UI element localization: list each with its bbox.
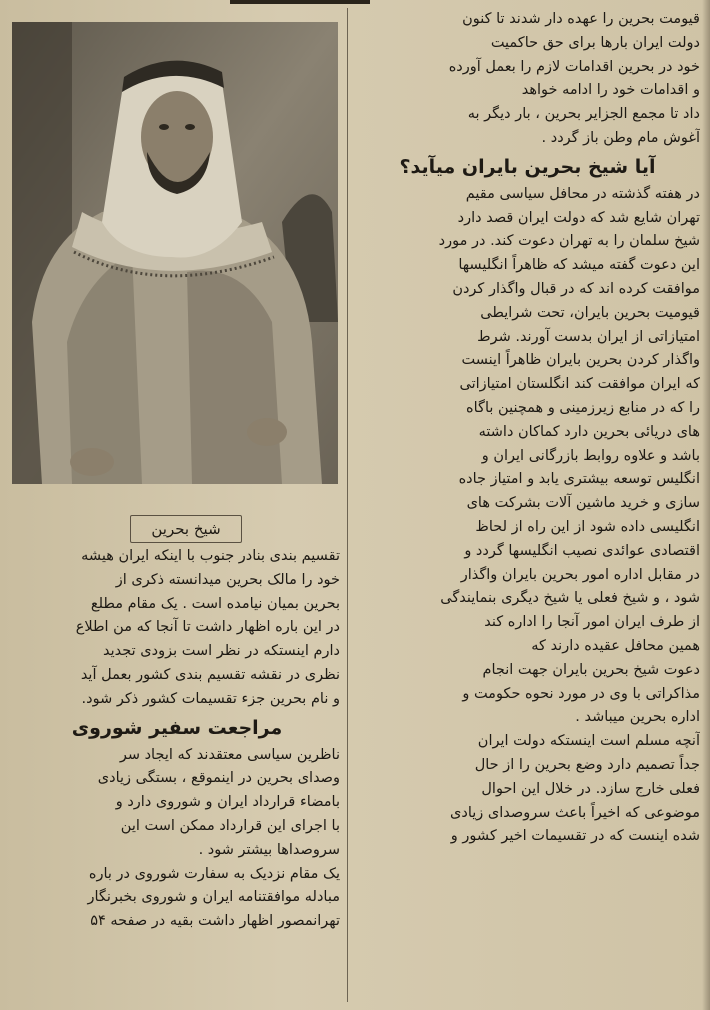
text-line: این دعوت گفته میشد که ظاهراً انگلیسها	[458, 257, 700, 274]
text-line: امتیازاتی از ایران بدست آورند. شرط	[477, 328, 700, 345]
headline-sheikh-visit: آیا شیخ بحرین بایران میآید؟	[399, 155, 656, 178]
text-line: خود در بحرین اقدامات لازم را بعمل آورده	[448, 58, 700, 75]
text-line: دعوت شیخ بحرین بایران جهت انجام	[482, 661, 700, 678]
text-line: سروصداها بیشتر شود .	[198, 841, 340, 858]
text-line: جداً تصمیم دارد وضع بحرین را از حال	[474, 756, 700, 773]
text-line: انگلیس توسعه بیشتری یابد و امتیاز جاده	[458, 471, 700, 488]
text-line: شده اینست که در تقسیمات اخیر کشور و	[450, 828, 700, 845]
text-line: بامضاء قرارداد ایران و شوروی دارد و	[115, 794, 340, 811]
text-line: وصدای بحرین در اینموقع ، بستگی زیادی	[97, 770, 340, 787]
headline-soviet-ambassador: مراجعت سفیر شوروی	[71, 716, 283, 739]
text-line: تهرانمصور اظهار داشت بقیه در صفحه ۵۴	[90, 913, 340, 930]
text-line: تقسیم بندی بنادر جنوب با اینکه ایران هیشه	[81, 548, 340, 564]
text-line: مذاکراتی با وی در مورد نحوه حکومت و	[462, 685, 700, 702]
text-line: اداره بحرین میباشد .	[575, 709, 700, 726]
photo-caption: شیخ بحرین	[130, 515, 242, 543]
text-line: و نام بحرین جزء تقسیمات کشور ذکر شود.	[81, 690, 340, 707]
text-line: دارم اینستکه در نظر است بزودی تجدید	[103, 643, 340, 660]
text-line: اقتصادی عوائدی نصیب انگلیسها گردد و	[464, 542, 700, 559]
page-edge-shadow	[702, 0, 710, 1010]
sheikh-photo	[12, 22, 338, 484]
sheikh-portrait-illustration	[12, 22, 338, 484]
text-line: قیومیت بحرین بایران، تحت شرایطی	[480, 304, 700, 321]
text-line: در این باره اظهار داشت تا آنجا که من اطلاع	[75, 619, 340, 636]
text-line: و اقدامات خود را ادامه خواهد	[521, 82, 700, 99]
text-line: در هفته گذشته در محافل سیاسی مقیم	[465, 185, 700, 202]
text-line: مبادله موافقتنامه ایران و شوروی بخبرنگار	[87, 889, 340, 906]
text-line: موافقت کرده اند که در قبال واگذار کردن	[452, 280, 700, 297]
text-line: واگذار کردن بحرین بایران ظاهراً اینست	[461, 352, 700, 369]
text-line: موضوعی که اخیراً باعث سروصدای زیادی	[450, 804, 700, 821]
text-line: که ایران موافقت کند انگلستان امتیازاتی	[459, 376, 700, 393]
text-line: دولت ایران بارها برای حق حاکمیت	[490, 34, 700, 51]
text-line: در مقابل اداره امور بحرین بایران واگذار	[460, 566, 700, 583]
right-column	[355, 8, 700, 849]
text-line: تهران شایع شد که دولت ایران قصد دارد	[457, 209, 700, 226]
text-line: آنچه مسلم است اینستکه دولت ایران	[477, 733, 700, 750]
text-line: از طرف ایران امور آنجا را اداره کند	[484, 614, 700, 631]
text-line: شود ، و شیخ فعلی یا شیخ دیگری بنمایندگی	[440, 590, 700, 607]
text-line: باشد و علاوه روابط بازرگانی ایران و	[481, 447, 700, 464]
text-line: فعلی خارج سازد. در خلال این احوال	[481, 780, 700, 797]
text-line: خود را مالک بحرین میدانسته ذکری از	[115, 571, 340, 588]
text-line: انگلیسی داده شود از این راه از لحاظ	[475, 518, 700, 535]
text-line: آغوش مام وطن باز گردد .	[541, 129, 700, 146]
text-line: نظری در نقشه تقسیم بندی کشور بعمل آید	[80, 666, 340, 683]
text-line: ناظرین سیاسی معتقدند که ایجاد سر	[119, 746, 340, 763]
text-line: بحرین بمیان نیامده است . یک مقام مطلع	[90, 595, 340, 612]
column-divider	[347, 8, 348, 1002]
left-column	[14, 545, 340, 934]
text-line: شیخ سلمان را به تهران دعوت کند. در مورد	[438, 233, 700, 250]
top-rule	[230, 0, 370, 4]
text-line: داد تا مجمع الجزایر بحرین ، بار دیگر به	[467, 106, 700, 123]
text-line: همین محافل عقیده دارند که	[531, 637, 700, 654]
text-line: سازی و خرید ماشین آلات بشرکت های	[466, 495, 700, 512]
text-line: های دریائی بحرین دارد کماکان داشته	[478, 423, 700, 440]
text-line: قیومت بحرین را عهده دار شدند تا کنون	[462, 11, 700, 27]
text-line: با اجرای این قرارداد ممکن است این	[120, 817, 340, 834]
text-line: یک مقام نزدیک به سفارت شوروی در باره	[88, 865, 340, 882]
text-line: را که در منابع زیرزمینی و همچنین باگاه	[466, 399, 700, 416]
